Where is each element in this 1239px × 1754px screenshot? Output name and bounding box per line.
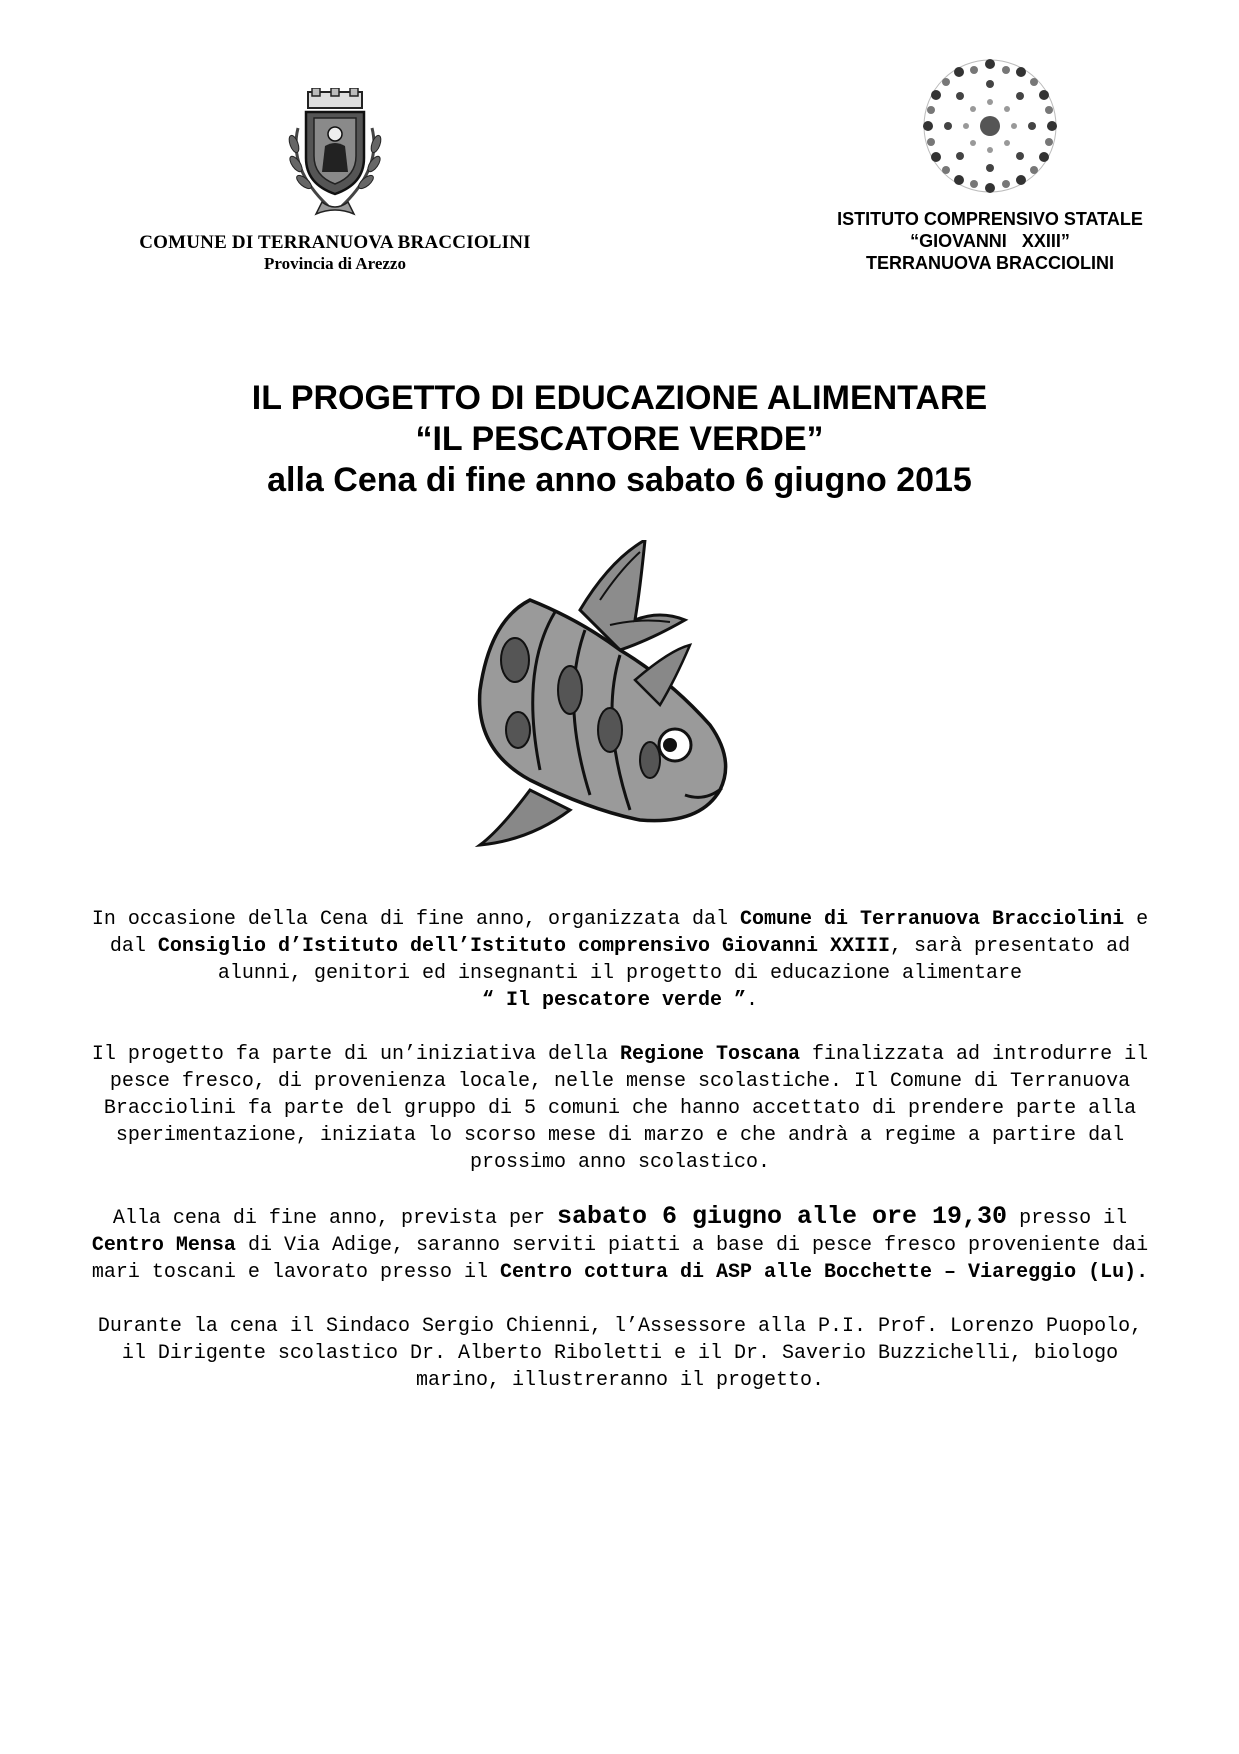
- title-line-2: “IL PESCATORE VERDE”: [415, 420, 824, 458]
- paragraph-4: [90, 1313, 1150, 1394]
- p4-text-1: Durante la cena il Sindaco Sergio Chienni, l’Assessore alla P.I. Prof. Lorenzo Puopolo, il Dirigente scolastico Dr. Alberto Riboletti e il Dr. Saverio Buzzichelli, biologo marino, illustreranno il progetto.: [97, 1315, 1143, 1392]
- p2-bold-regione: Regione Toscana: [620, 1043, 801, 1066]
- p1-text-1: In occasione della Cena di fine anno, organizzata dal: [91, 908, 741, 931]
- school-logo-icon: [920, 56, 1060, 196]
- p2-text-2: finalizzata ad introdurre il pesce fresco, di provenienza locale, nelle mense scolastiche. Il Comune di Terranuova Bracciolini fa parte del gruppo di 5 comuni che hanno accettato di prendere parte alla sperimentazione, iniziata lo scorso mese di marzo e che andrà a regime a partire dal prossimo anno scolastico.: [103, 1043, 1149, 1174]
- school-line-2: “GIOVANNI XXIII”: [910, 231, 1070, 251]
- p1-text-4: .: [746, 989, 759, 1012]
- body-text: [90, 906, 1150, 1421]
- paragraph-3: [90, 1203, 1150, 1286]
- paragraph-2: [90, 1041, 1150, 1176]
- school-line-3: TERRANUOVA BRACCIOLINI: [866, 253, 1114, 273]
- comune-header: [100, 88, 570, 274]
- comune-name: COMUNE DI TERRANUOVA BRACCIOLINI: [139, 232, 531, 253]
- comune-province: Provincia di Arezzo: [264, 254, 406, 273]
- school-line-1: ISTITUTO COMPRENSIVO STATALE: [837, 209, 1143, 229]
- p3-bold-centro-mensa: Centro Mensa: [91, 1234, 236, 1257]
- p1-bold-project-name: “ Il pescatore verde ”: [481, 989, 747, 1012]
- title-line-3: alla Cena di fine anno sabato 6 giugno 2015: [267, 461, 972, 499]
- p3-bold-date: sabato 6 giugno alle ore 19,30: [556, 1202, 1008, 1231]
- p1-text-2: e dal: [109, 908, 1149, 958]
- p1-text-3: , sarà presentato ad alunni, genitori ed insegnanti il progetto di educazione alimentare: [217, 935, 1131, 985]
- p1-bold-comune: Comune di Terranuova Bracciolini: [740, 908, 1125, 931]
- title-line-1: IL PROGETTO DI EDUCAZIONE ALIMENTARE: [251, 379, 988, 417]
- p3-text-3: di Via Adige, saranno serviti piatti a base di pesce fresco proveniente dai mari toscani e lavorato presso il: [91, 1234, 1149, 1284]
- school-header: [800, 56, 1180, 274]
- paragraph-1: [90, 906, 1150, 1014]
- p1-bold-consiglio: Consiglio d’Istituto dell’Istituto comprensivo Giovanni XXIII: [157, 935, 891, 958]
- page-title: [0, 378, 1239, 501]
- p2-text-1: Il progetto fa parte di un’iniziativa della: [91, 1043, 620, 1066]
- p3-text-1: Alla cena di fine anno, prevista per: [112, 1207, 557, 1230]
- school-name: [800, 208, 1180, 274]
- fish-illustration-icon: [470, 540, 770, 860]
- p3-text-2: presso il: [1007, 1207, 1128, 1230]
- p3-bold-centro-cottura: Centro cottura di ASP alle Bocchette – Viareggio (Lu).: [499, 1261, 1149, 1284]
- comune-crest-icon: [270, 88, 400, 218]
